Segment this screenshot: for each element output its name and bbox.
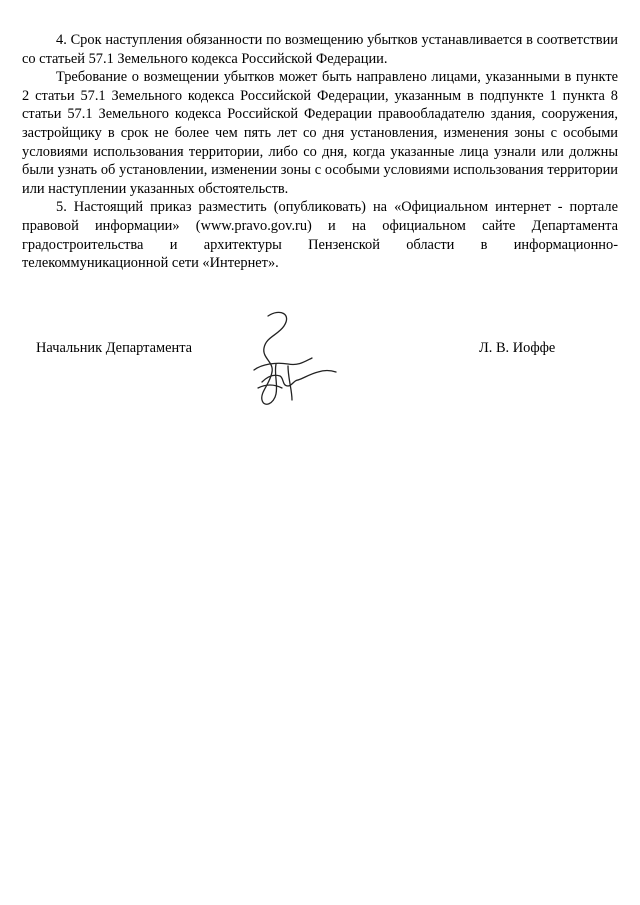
paragraph-claim-for-damages: Требование о возмещении убытков может быть направлено лицами, указанными в пункте 2 статьи 57.1 Земельного кодекса Российской Федерации, указанным в подпункте 1 пункта 8 статьи 57.1 Земельного кодекса Российской Федерации правообладателю здания, сооружения, застройщику в срок не более чем пять лет со дня установления, изменения зоны с особыми условиями использования территории, либо со дня, когда указанные лица узнали или должны были узнать об установлении, изменении зоны с особыми условиями использования территории или наступлении указанных обстоятельств. xyxy=(22,69,618,197)
signer-name: Л. В. Иоффе xyxy=(479,340,556,356)
handwritten-signature-icon xyxy=(232,304,344,416)
paragraph-item-4: 4. Срок наступления обязанности по возмещению убытков устанавливается в соответствии со статьей 57.1 Земельного кодекса Российской Федерации. xyxy=(22,32,618,67)
paragraph-item-5: 5. Настоящий приказ разместить (опубликовать) на «Официальном интернет - портале правовой информации» (www.pravo.gov.ru) и на официальном сайте Департамента градостроительства и архитектуры Пензенской области в информационно-телекоммуникационной сети «Интернет». xyxy=(22,199,618,272)
document-body xyxy=(22,31,618,273)
position-title: Начальник Департамента xyxy=(36,340,193,356)
